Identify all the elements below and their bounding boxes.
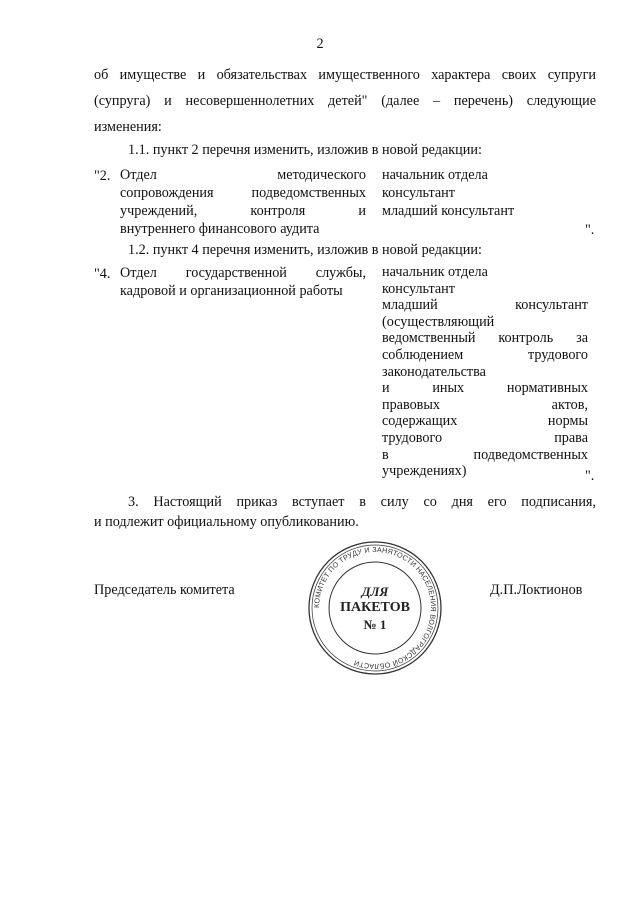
post-line: консультант xyxy=(382,280,455,297)
signature-name: Д.П.Локтионов xyxy=(490,582,583,598)
post-line: учреждениях) xyxy=(382,463,467,480)
intro-line: изменения: xyxy=(94,119,162,135)
post-line: младший консультант xyxy=(382,297,588,314)
page-number: 2 xyxy=(316,36,324,52)
post-line: ведомственный контроль за xyxy=(382,330,588,347)
signature-position: Председатель комитета xyxy=(94,582,235,598)
item-3-line: 3. Настоящий приказ вступает в силу со дня его подписания, xyxy=(128,494,596,510)
post-line: младший консультант xyxy=(382,203,515,219)
row-dept xyxy=(120,166,366,238)
row-posts xyxy=(382,166,640,220)
item-1-2-text: 1.2. пункт 4 перечня изменить, изложив в новой редакции: xyxy=(128,242,482,258)
item-1-1-text: 1.1. пункт 2 перечня изменить, изложив в новой редакции: xyxy=(128,142,482,158)
row-dept xyxy=(120,264,366,300)
post-line: начальник отдела xyxy=(382,167,488,183)
post-line: начальник отдела xyxy=(382,264,488,280)
post-line: содержащих нормы xyxy=(382,413,588,430)
dept-line: кадровой и организационной работы xyxy=(120,283,343,299)
stamp-ring-text: КОМИТЕТ ПО ТРУДУ И ЗАНЯТОСТИ НАСЕЛЕНИЯ ВОЛГОГРАДСКОЙ ОБЛАСТИ xyxy=(311,544,439,672)
dept-line: Отдел методического xyxy=(120,167,366,183)
item-1-2 xyxy=(94,240,596,260)
dept-line: сопровождения подведомственных xyxy=(120,185,366,201)
dept-line: Отдел государственной службы, xyxy=(120,265,366,281)
intro-line: об имуществе и обязательствах имущественного характера своих супруги xyxy=(94,67,596,83)
intro-line: (супруга) и несовершеннолетних детей" (далее – перечень) следующие xyxy=(94,93,596,109)
item-1-1 xyxy=(94,140,596,160)
table-row-2 xyxy=(94,166,596,236)
dept-line: внутреннего финансового аудита xyxy=(120,221,320,237)
end-quote: ". xyxy=(585,222,595,238)
row-posts xyxy=(382,264,588,480)
end-quote: ". xyxy=(585,468,595,484)
post-line: (осуществляющий xyxy=(382,313,495,330)
item-3-line: и подлежит официальному опубликованию. xyxy=(94,514,359,530)
row-number: "2. xyxy=(94,168,111,184)
intro-paragraph xyxy=(94,62,596,140)
post-line: в подведомственных xyxy=(382,446,588,463)
stamp-line: ПАКЕТОВ xyxy=(340,600,410,615)
row-number: "4. xyxy=(94,266,111,282)
post-line: и иных нормативных xyxy=(382,380,588,397)
stamp-line: ДЛЯ xyxy=(361,584,389,599)
post-line: консультант xyxy=(382,185,455,201)
table-row-4 xyxy=(94,264,596,484)
stamp-line: № 1 xyxy=(363,617,387,632)
post-line: соблюдением трудового xyxy=(382,346,588,363)
dept-line: учреждений, контроля и xyxy=(120,203,366,219)
post-line: трудового права xyxy=(382,429,588,446)
post-line: правовых актов, xyxy=(382,396,588,413)
post-line: законодательства xyxy=(382,363,486,380)
item-3-paragraph xyxy=(94,492,596,532)
official-stamp xyxy=(306,540,444,676)
